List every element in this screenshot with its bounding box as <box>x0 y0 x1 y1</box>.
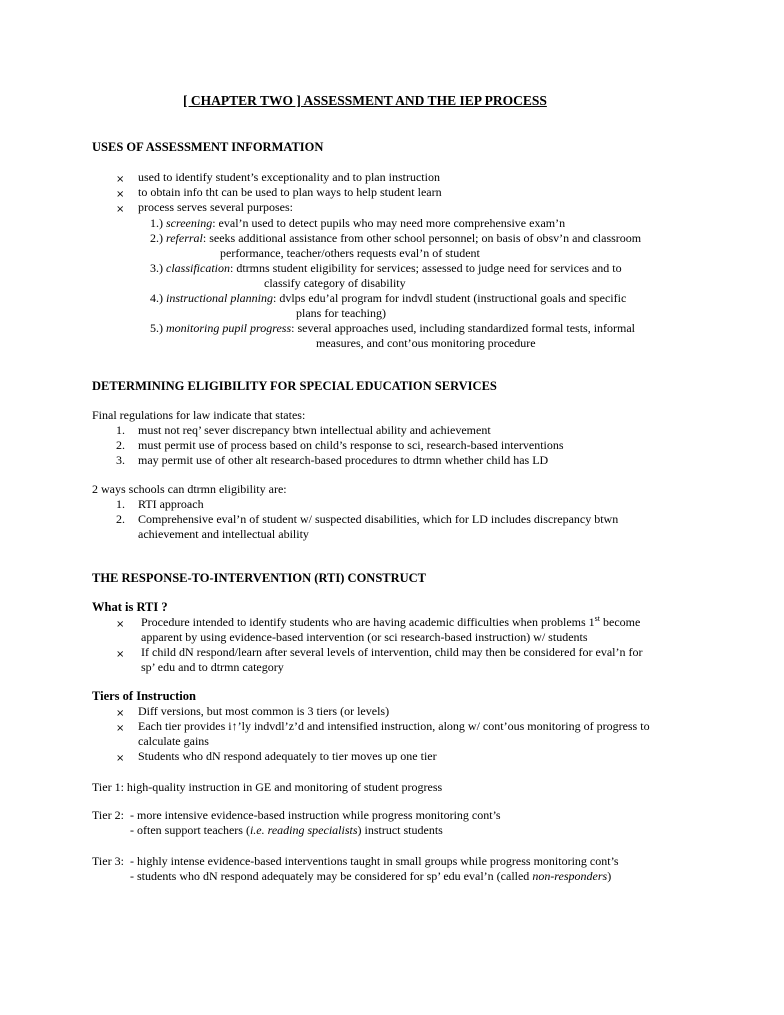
list-item: must not req’ sever discrepancy btwn intellectual ability and achievement <box>138 423 491 437</box>
bullet-marker: × <box>116 189 125 200</box>
bullet-marker: × <box>116 619 125 630</box>
list-item-continuation: sp’ edu and to dtrmn category <box>141 660 284 674</box>
list-item: process serves several purposes: <box>138 200 293 214</box>
list-text: : eval’n used to detect pupils who may need more comprehensive exam’n <box>212 216 566 230</box>
list-number: 3. <box>116 453 125 467</box>
list-text: : seeks additional assistance from other school personnel; on basis of obsv’n and classroom <box>202 231 642 245</box>
tier-3-line: - students who dN respond adequately may be considered for sp’ edu eval’n (called non-responders) <box>130 869 612 883</box>
list-item: to obtain info tht can be used to plan ways to help student learn <box>138 185 442 199</box>
list-item <box>150 291 626 306</box>
bullet-marker: × <box>116 723 125 734</box>
term: screening <box>166 216 213 230</box>
list-item: Diff versions, but most common is 3 tiers (or levels) <box>138 704 390 718</box>
list-text: : dvlps edu’al program for indvdl student (instructional goals and specific <box>273 291 627 305</box>
tier-3-line: - highly intense evidence-based interventions taught in small groups while progress monitoring cont’s <box>130 854 619 868</box>
list-item-continuation: apparent by using evidence-based intervention (or sci research-based instruction) w/ students <box>141 630 588 644</box>
list-number: 3.) <box>150 261 163 275</box>
term: instructional planning <box>166 291 274 305</box>
list-number: 1. <box>116 497 125 511</box>
tier-2-label: Tier 2: <box>92 808 124 822</box>
section-heading-rti: THE RESPONSE-TO-INTERVENTION (RTI) CONSTRUCT <box>92 571 427 585</box>
bullet-marker: × <box>116 204 125 215</box>
list-item <box>150 216 565 231</box>
tier-2-line: - more intensive evidence-based instruction while progress monitoring cont’s <box>130 808 501 822</box>
list-number: 2. <box>116 438 125 452</box>
list-item <box>150 321 635 336</box>
bullet-marker: × <box>116 649 125 660</box>
list-item <box>150 231 641 246</box>
section-heading-uses: USES OF ASSESSMENT INFORMATION <box>92 140 324 154</box>
list-item: Students who dN respond adequately to tier moves up one tier <box>138 749 437 763</box>
list-number: 5.) <box>150 321 163 335</box>
list-text: : dtrmns student eligibility for services; assessed to judge need for services and to <box>230 261 622 275</box>
list-number: 4.) <box>150 291 163 305</box>
list-item-continuation: achievement and intellectual ability <box>138 527 309 541</box>
list-item: may permit use of other alt research-based procedures to dtrmn whether child has LD <box>138 453 549 467</box>
term: monitoring pupil progress <box>166 321 292 335</box>
list-item-continuation: performance, teacher/others requests eval’n of student <box>220 246 480 260</box>
paragraph: Final regulations for law indicate that states: <box>92 408 306 422</box>
list-item: Procedure intended to identify students who are having academic difficulties when problems 1st become <box>141 614 641 629</box>
bullet-marker: × <box>116 708 125 719</box>
bullet-marker: × <box>116 753 125 764</box>
list-item: used to identify student’s exceptionality and to plan instruction <box>138 170 440 184</box>
paragraph: 2 ways schools can dtrmn eligibility are: <box>92 482 287 496</box>
list-item-continuation: calculate gains <box>138 734 209 748</box>
list-number: 2.) <box>150 231 163 245</box>
tier-3-label: Tier 3: <box>92 854 124 868</box>
list-item-continuation: measures, and cont’ous monitoring procedure <box>316 336 536 350</box>
list-number: 1.) <box>150 216 163 230</box>
tier-2-line: - often support teachers (i.e. reading specialists) instruct students <box>130 823 443 837</box>
list-item: must permit use of process based on child’s response to sci, research-based interventions <box>138 438 564 452</box>
list-item: Each tier provides i↑’ly indvdl’z’d and intensified instruction, along w/ cont’ous monitoring of progress to <box>138 719 650 733</box>
subheading-tiers: Tiers of Instruction <box>92 689 196 703</box>
list-item: If child dN respond/learn after several levels of intervention, child may then be considered for eval’n for <box>141 645 643 659</box>
list-text: : several approaches used, including standardized formal tests, informal <box>291 321 636 335</box>
list-number: 1. <box>116 423 125 437</box>
term: referral <box>166 231 203 245</box>
bullet-marker: × <box>116 174 125 185</box>
list-item: RTI approach <box>138 497 204 511</box>
page-title: [ CHAPTER TWO ] ASSESSMENT AND THE IEP PROCESS <box>183 93 547 108</box>
term: classification <box>166 261 230 275</box>
section-heading-eligibility: DETERMINING ELIGIBILITY FOR SPECIAL EDUCATION SERVICES <box>92 379 497 393</box>
subheading-what-is-rti: What is RTI ? <box>92 600 168 614</box>
list-item: Comprehensive eval’n of student w/ suspected disabilities, which for LD includes discrepancy btwn <box>138 512 619 526</box>
list-number: 2. <box>116 512 125 526</box>
list-item-continuation: plans for teaching) <box>296 306 386 320</box>
list-item-continuation: classify category of disability <box>264 276 406 290</box>
tier-1-line: Tier 1: high-quality instruction in GE and monitoring of student progress <box>92 780 443 794</box>
list-item <box>150 261 622 276</box>
